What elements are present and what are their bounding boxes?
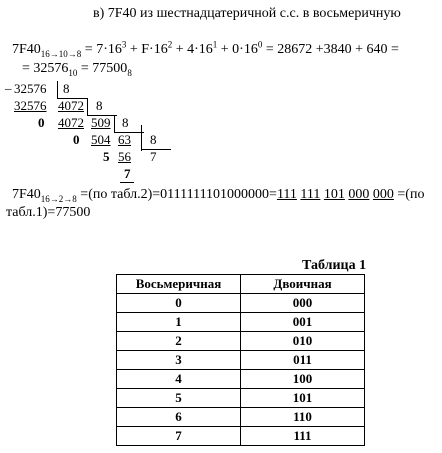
power-1: 1 — [212, 39, 218, 50]
table-row — [117, 370, 365, 389]
divisor-3: 8 — [122, 115, 129, 130]
divisor-2: 8 — [96, 98, 103, 113]
cell-binary: 001 — [241, 313, 365, 332]
result-octal: = 77500 — [77, 61, 128, 76]
minus-sign: _ — [5, 76, 12, 91]
cell-octal: 2 — [117, 332, 241, 351]
binary-route-line-2: табл.1)=77500 — [6, 205, 91, 220]
cell-binary: 111 — [241, 427, 365, 446]
heading: в) 7F40 из шестнадцатеричной с.с. в восьмеричную — [93, 6, 401, 21]
cell-octal: 5 — [117, 389, 241, 408]
table-row — [117, 427, 365, 446]
remainder-2: 0 — [73, 132, 80, 147]
quotient-1: 4072 — [58, 98, 84, 113]
remainder-4: 7 — [124, 166, 131, 181]
cell-octal: 3 — [117, 351, 241, 370]
expansion-term-2: + F·16 — [126, 42, 168, 57]
remainder-1: 0 — [38, 115, 45, 130]
expansion-sum: = 28672 +3840 + 640 = — [262, 42, 399, 57]
cell-octal: 6 — [117, 408, 241, 427]
dividend-2: 4072 — [58, 115, 84, 130]
result-line — [22, 61, 132, 77]
cell-binary: 110 — [241, 408, 365, 427]
binary-group-4: 000 — [348, 187, 370, 202]
table-header-row — [117, 275, 365, 294]
binary-group-2: 111 — [300, 187, 321, 202]
binary-lhs: 7F40 — [12, 187, 41, 202]
quotient-2: 509 — [91, 115, 111, 130]
table-row — [117, 408, 365, 427]
cell-octal: 7 — [117, 427, 241, 446]
division-bar-3 — [114, 115, 115, 133]
cell-octal: 0 — [117, 294, 241, 313]
remainder-3: 5 — [103, 149, 110, 164]
octal-binary-table — [116, 274, 365, 446]
binary-group-1: 111 — [276, 187, 297, 202]
table-row — [117, 389, 365, 408]
binary-route-line — [12, 187, 424, 203]
subtrahend-1: 32576 — [14, 98, 47, 113]
power-3: 3 — [121, 39, 127, 50]
quotient-3: 63 — [118, 132, 131, 147]
binary-tail: =(по — [393, 187, 425, 202]
divisor-1: 8 — [63, 81, 70, 96]
binary-mid: =(по табл.2)=0111111101000000= — [76, 187, 277, 202]
quotient-4: 7 — [150, 149, 157, 164]
header-octal: Восьмеричная — [117, 275, 241, 294]
cell-binary: 000 — [241, 294, 365, 313]
dividend-1: 32576 — [14, 81, 47, 96]
power-2: 2 — [167, 39, 173, 50]
table-row — [117, 313, 365, 332]
division-bar-4 — [141, 125, 142, 151]
result-decimal-sub: 10 — [68, 67, 78, 78]
expansion-line — [12, 39, 399, 59]
result-octal-sub: 8 — [127, 67, 132, 78]
table-row — [117, 294, 365, 313]
subtrahend-2: 504 — [91, 132, 111, 147]
expansion-lhs: 7F40 — [12, 42, 41, 57]
table-caption: Таблица 1 — [302, 258, 367, 273]
expansion-eq: = 7·16 — [81, 42, 122, 57]
subtrahend-3: 56 — [118, 149, 131, 164]
divisor-4: 8 — [150, 132, 157, 147]
cell-binary: 101 — [241, 389, 365, 408]
cell-octal: 4 — [117, 370, 241, 389]
header-binary: Двоичная — [241, 275, 365, 294]
expansion-lhs-sub: 16→10→8 — [40, 48, 82, 59]
division-bar-2 — [87, 98, 88, 116]
table-row — [117, 332, 365, 351]
cell-octal: 1 — [117, 313, 241, 332]
table-row — [117, 351, 365, 370]
binary-group-3: 101 — [323, 187, 345, 202]
power-0: 0 — [257, 39, 263, 50]
cell-binary: 011 — [241, 351, 365, 370]
division-bar-1 — [57, 81, 58, 99]
expansion-term-3: + 4·16 — [172, 42, 213, 57]
cell-binary: 010 — [241, 332, 365, 351]
expansion-term-4: + 0·16 — [217, 42, 258, 57]
remainder-4-underline — [120, 182, 134, 183]
binary-group-5: 000 — [372, 187, 394, 202]
result-decimal: = 32576 — [22, 61, 69, 76]
cell-binary: 100 — [241, 370, 365, 389]
binary-lhs-sub: 16→2→8 — [40, 193, 77, 204]
